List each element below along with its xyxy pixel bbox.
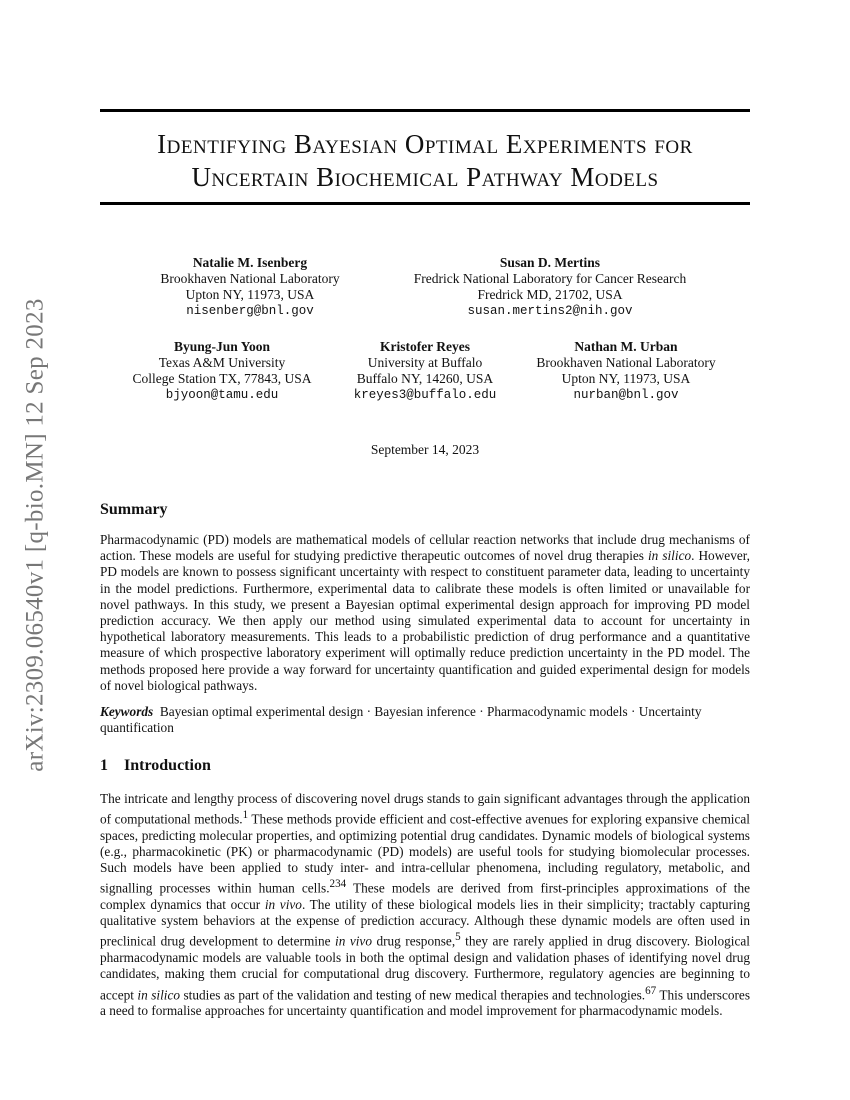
author-affiliation: Texas A&M University xyxy=(158,355,286,370)
author-name: Byung-Jun Yoon xyxy=(174,339,270,354)
author-block-isenberg xyxy=(150,255,350,319)
author-email[interactable]: susan.mertins2@nih.gov xyxy=(467,304,633,318)
summary-paragraph xyxy=(100,532,750,694)
keywords xyxy=(100,704,750,736)
author-name: Susan D. Mertins xyxy=(499,255,601,270)
citation[interactable]: 5 xyxy=(455,931,461,944)
author-affiliation: University at Buffalo xyxy=(367,355,483,370)
author-name: Natalie M. Isenberg xyxy=(192,255,308,270)
intro-text: These methods provide efficient and cost-effective avenues for exploring expansive chemical spaces, predicting molecular properties, and optimizing potential drug candidates. Dynamic models of biological systems (e.g., pharmacokinetic (PK) or pharmacodynamic (PD) models) are useful tools for studying biomolecular processes. Such models have been applied to study inter- and intra-cellular phenomena, including regulatory, metabolic, and signalling processes within human cells. xyxy=(100,811,750,896)
intro-emphasis: in silico xyxy=(137,986,181,1002)
arxiv-sidebar xyxy=(8,265,64,805)
intro-text: drug response, xyxy=(371,933,456,949)
author-email[interactable]: kreyes3@buffalo.edu xyxy=(353,388,497,402)
intro-emphasis: in vivo xyxy=(264,897,302,913)
summary-text-1: Pharmacodynamic (PD) models are mathematical models of cellular reaction networks that include drug mechanisms of action. These models are useful for studying predictive therapeutic outcomes of novel drug therapies xyxy=(100,532,750,564)
summary-heading: Summary xyxy=(100,501,168,518)
author-name: Nathan M. Urban xyxy=(574,339,678,354)
intro-text: This underscores a need to formalise approaches for uncertainty quantification and model improvement for pharmacodynamic models. xyxy=(100,986,750,1019)
author-location: Fredrick MD, 21702, USA xyxy=(477,287,623,302)
author-email[interactable]: nurban@bnl.gov xyxy=(573,388,679,402)
paper-title xyxy=(100,128,750,194)
title-line-1: Identifying Bayesian Optimal Experiments for xyxy=(157,129,693,159)
citation[interactable]: 67 xyxy=(645,984,657,997)
arxiv-identifier: arXiv:2309.06540v1 [q-bio.MN] 12 Sep 2023 xyxy=(22,298,49,772)
intro-text: . The utility of these biological models lies in their simplicity; tractably capturing qualitative system behaviors at the expense of prediction accuracy. Although these dynamic models are often used in preclinical drug development to determine xyxy=(100,897,750,949)
title-top-rule xyxy=(100,109,750,112)
author-location: Buffalo NY, 14260, USA xyxy=(356,371,494,386)
intro-text: The intricate and lengthy process of discovering novel drugs stands to gain significant advantages through the application of computational methods. xyxy=(100,791,750,827)
introduction-paragraph xyxy=(100,791,750,1019)
author-block-reyes xyxy=(340,339,510,403)
author-affiliation: Brookhaven National Laboratory xyxy=(536,355,716,370)
keywords-text: Bayesian optimal experimental design · Bayesian inference · Pharmacodynamic models · Uncertainty quantification xyxy=(100,704,702,736)
paper-date: September 14, 2023 xyxy=(370,442,480,457)
keywords-label: Keywords xyxy=(100,704,154,719)
title-line-2: Uncertain Biochemical Pathway Models xyxy=(191,162,659,192)
author-affiliation: Brookhaven National Laboratory xyxy=(160,271,340,286)
section-number: 1 xyxy=(100,757,108,774)
summary-text-emphasis: in silico xyxy=(647,548,692,564)
title-bottom-rule xyxy=(100,202,750,205)
author-email[interactable]: nisenberg@bnl.gov xyxy=(186,304,314,318)
author-affiliation: Fredrick National Laboratory for Cancer Research xyxy=(413,271,687,286)
author-email[interactable]: bjyoon@tamu.edu xyxy=(165,388,279,402)
author-block-urban xyxy=(526,339,726,403)
intro-text: studies as part of the validation and testing of new medical therapies and technologies. xyxy=(180,986,646,1002)
citation[interactable]: 1 xyxy=(242,809,249,822)
citation[interactable]: 234 xyxy=(329,878,347,891)
section-title: Introduction xyxy=(124,757,211,774)
author-location: Upton NY, 11973, USA xyxy=(185,287,315,302)
introduction-heading xyxy=(100,757,211,775)
author-block-mertins xyxy=(390,255,710,319)
intro-text: they are rarely applied in drug discovery. Biological pharmacodynamic models are valuable tools in both the optimal design and validation phases of identifying novel drug candidates, making them crucial for computational drug discovery. Furthermore, regulatory agencies are beginning to accept xyxy=(100,933,750,1002)
author-block-yoon xyxy=(122,339,322,403)
summary-text-2: . However, PD models are known to possess significant uncertainty with respect to constituent parameter data, leading to uncertainty in the model predictions. Furthermore, experimental data to calibrate these models is often limited or unavailable for novel pathways. In this study, we present a Bayesian optimal experimental design approach for improving PD model prediction accuracy. We then apply our method using simulated experimental data to account for uncertainty in hypothetical laboratory measurements. This leads to a probabilistic prediction of drug performance and a quantitative measure of which prospective laboratory experiment will optimally reduce prediction uncertainty in the PD model. The methods proposed here provide a way forward for uncertainty quantification and guided experimental design for models of novel biological pathways. xyxy=(100,548,750,693)
author-name: Kristofer Reyes xyxy=(379,339,471,354)
author-location: Upton NY, 11973, USA xyxy=(561,371,691,386)
intro-emphasis: in vivo xyxy=(335,933,372,949)
author-location: College Station TX, 77843, USA xyxy=(132,371,312,386)
intro-text: These models are derived from first-principles approximations of the complex dynamics that occur xyxy=(100,880,750,913)
